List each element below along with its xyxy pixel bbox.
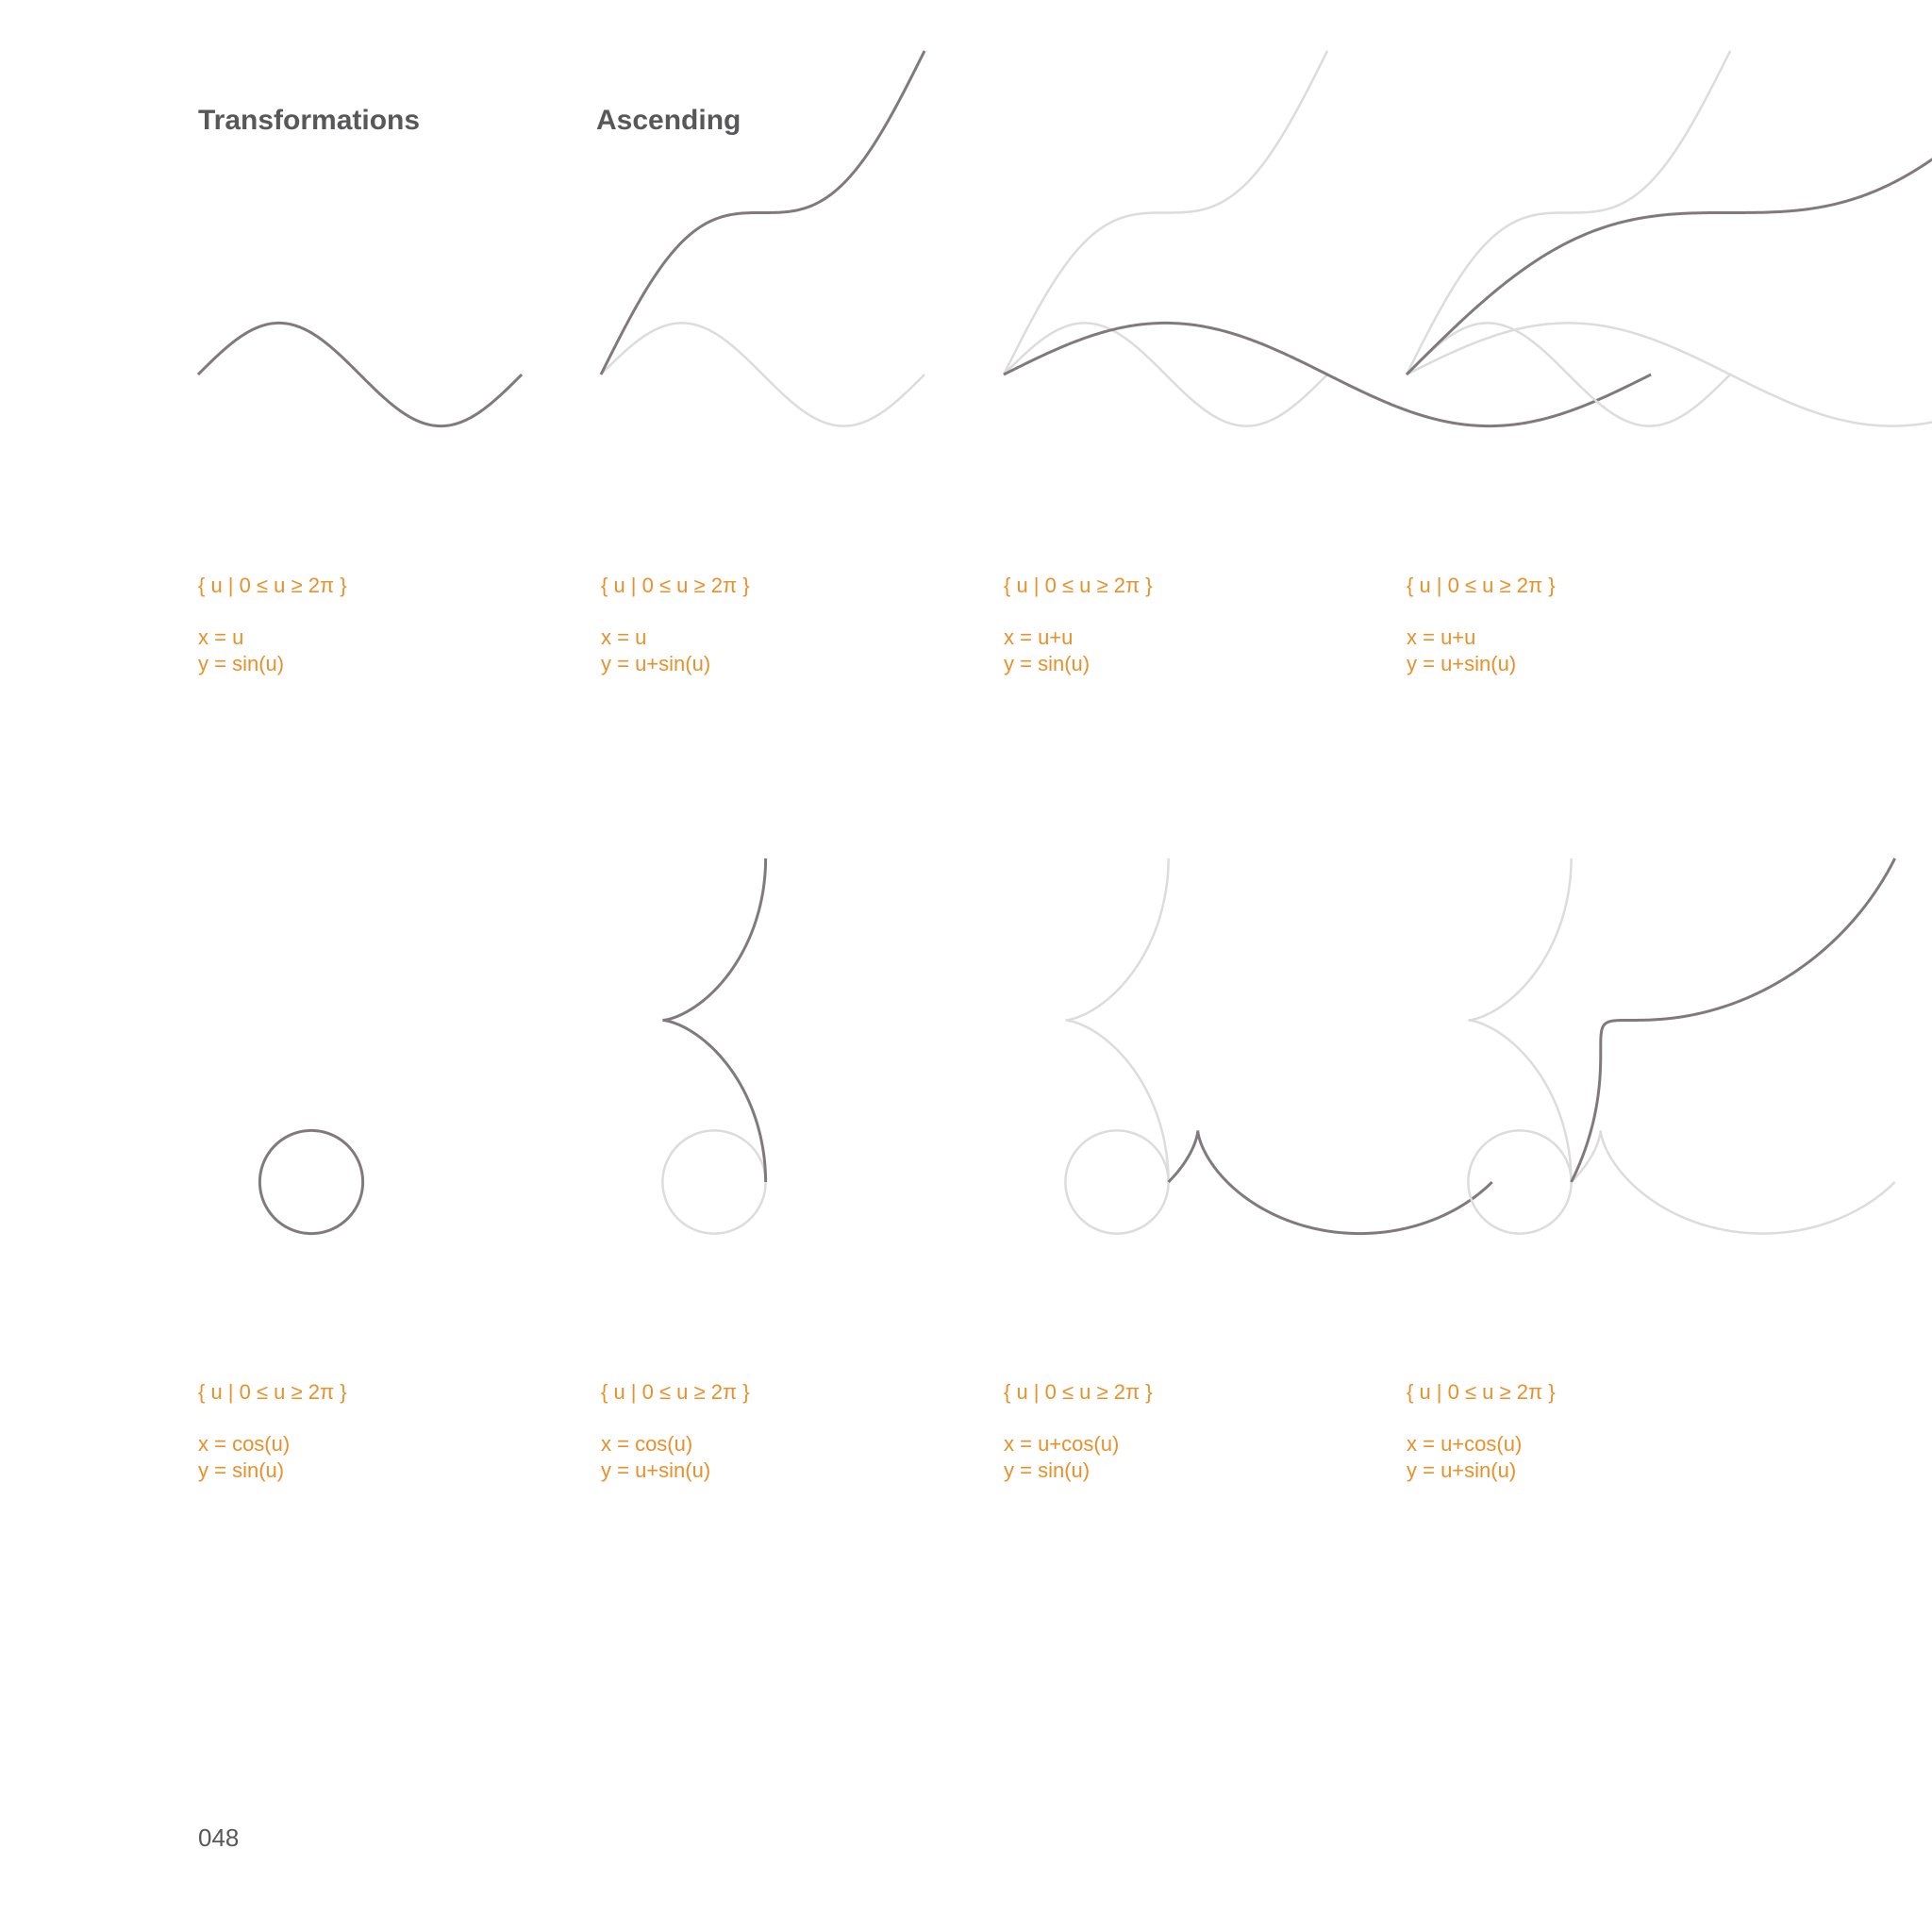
ghost-curve bbox=[1004, 51, 1327, 375]
formula-block-sine bbox=[198, 573, 538, 677]
ghost-curve bbox=[1468, 858, 1571, 1182]
domain-label: { u | 0 ≤ u ≥ 2π } bbox=[198, 574, 347, 597]
x-equation: x = u+cos(u) bbox=[1407, 1432, 1523, 1456]
y-equation: y = u+sin(u) bbox=[601, 1458, 711, 1482]
y-equation: y = sin(u) bbox=[198, 652, 285, 675]
stretched-sine-curve-plate bbox=[1004, 51, 1651, 426]
y-equation: y = u+sin(u) bbox=[1407, 652, 1517, 675]
ghost-curve bbox=[1572, 1130, 1895, 1233]
x-equation: x = cos(u) bbox=[198, 1432, 291, 1456]
stretched-sine-curve bbox=[1004, 323, 1651, 425]
page-number: 048 bbox=[198, 1824, 240, 1852]
domain-label: { u | 0 ≤ u ≥ 2π } bbox=[1407, 574, 1556, 597]
ascending-circle-curve-plate bbox=[662, 858, 765, 1234]
ghost-curve bbox=[1407, 323, 1932, 425]
circle-curve bbox=[259, 1130, 362, 1233]
ghost-curve bbox=[1004, 323, 1327, 425]
x-equation: x = u+u bbox=[1004, 625, 1074, 649]
y-equation: y = sin(u) bbox=[1004, 1458, 1091, 1482]
section-subtitle: Ascending bbox=[596, 105, 741, 136]
x-equation: x = u+u bbox=[1407, 625, 1476, 649]
domain-label: { u | 0 ≤ u ≥ 2π } bbox=[198, 1380, 347, 1404]
formula-block-ascending-sine bbox=[601, 573, 941, 677]
ghost-curve bbox=[662, 1130, 765, 1233]
domain-label: { u | 0 ≤ u ≥ 2π } bbox=[601, 1380, 750, 1404]
domain-label: { u | 0 ≤ u ≥ 2π } bbox=[601, 574, 750, 597]
ascending-sine-curve bbox=[601, 51, 924, 375]
ghost-curve bbox=[601, 323, 924, 425]
x-equation: x = u bbox=[198, 625, 244, 649]
ghost-curve bbox=[1468, 1130, 1571, 1233]
domain-label: { u | 0 ≤ u ≥ 2π } bbox=[1004, 1380, 1153, 1404]
ascending-cycloid-curve bbox=[1572, 858, 1895, 1182]
domain-label: { u | 0 ≤ u ≥ 2π } bbox=[1407, 1380, 1556, 1404]
x-equation: x = cos(u) bbox=[601, 1432, 693, 1456]
domain-label: { u | 0 ≤ u ≥ 2π } bbox=[1004, 574, 1153, 597]
ascending-circle-curve bbox=[662, 858, 765, 1182]
ascending-sine-curve-plate bbox=[601, 51, 924, 426]
ghost-curve bbox=[1065, 858, 1168, 1182]
formula-block-cycloid bbox=[1004, 1379, 1343, 1484]
formula-block-stretched-ascending-sine bbox=[1407, 573, 1746, 677]
y-equation: y = u+sin(u) bbox=[601, 652, 711, 675]
formula-block-stretched-sine bbox=[1004, 573, 1343, 677]
sine-curve bbox=[198, 323, 522, 425]
y-equation: y = sin(u) bbox=[1004, 652, 1091, 675]
formula-block-ascending-circle bbox=[601, 1379, 941, 1484]
x-equation: x = u bbox=[601, 625, 647, 649]
formula-block-circle bbox=[198, 1379, 538, 1484]
formula-block-ascending-cycloid bbox=[1407, 1379, 1746, 1484]
sine-curve-plate bbox=[198, 323, 522, 425]
stretched-ascending-sine-curve-plate bbox=[1407, 51, 1932, 426]
stretched-ascending-sine-curve bbox=[1407, 51, 1932, 375]
section-title: Transformations bbox=[198, 105, 421, 136]
ascending-cycloid-curve-plate bbox=[1468, 858, 1894, 1234]
cycloid-curve bbox=[1169, 1130, 1492, 1233]
cycloid-curve-plate bbox=[1065, 858, 1491, 1234]
circle-curve-plate bbox=[259, 1130, 362, 1233]
x-equation: x = u+cos(u) bbox=[1004, 1432, 1120, 1456]
y-equation: y = sin(u) bbox=[198, 1458, 285, 1482]
ghost-curve bbox=[1065, 1130, 1168, 1233]
y-equation: y = u+sin(u) bbox=[1407, 1458, 1517, 1482]
